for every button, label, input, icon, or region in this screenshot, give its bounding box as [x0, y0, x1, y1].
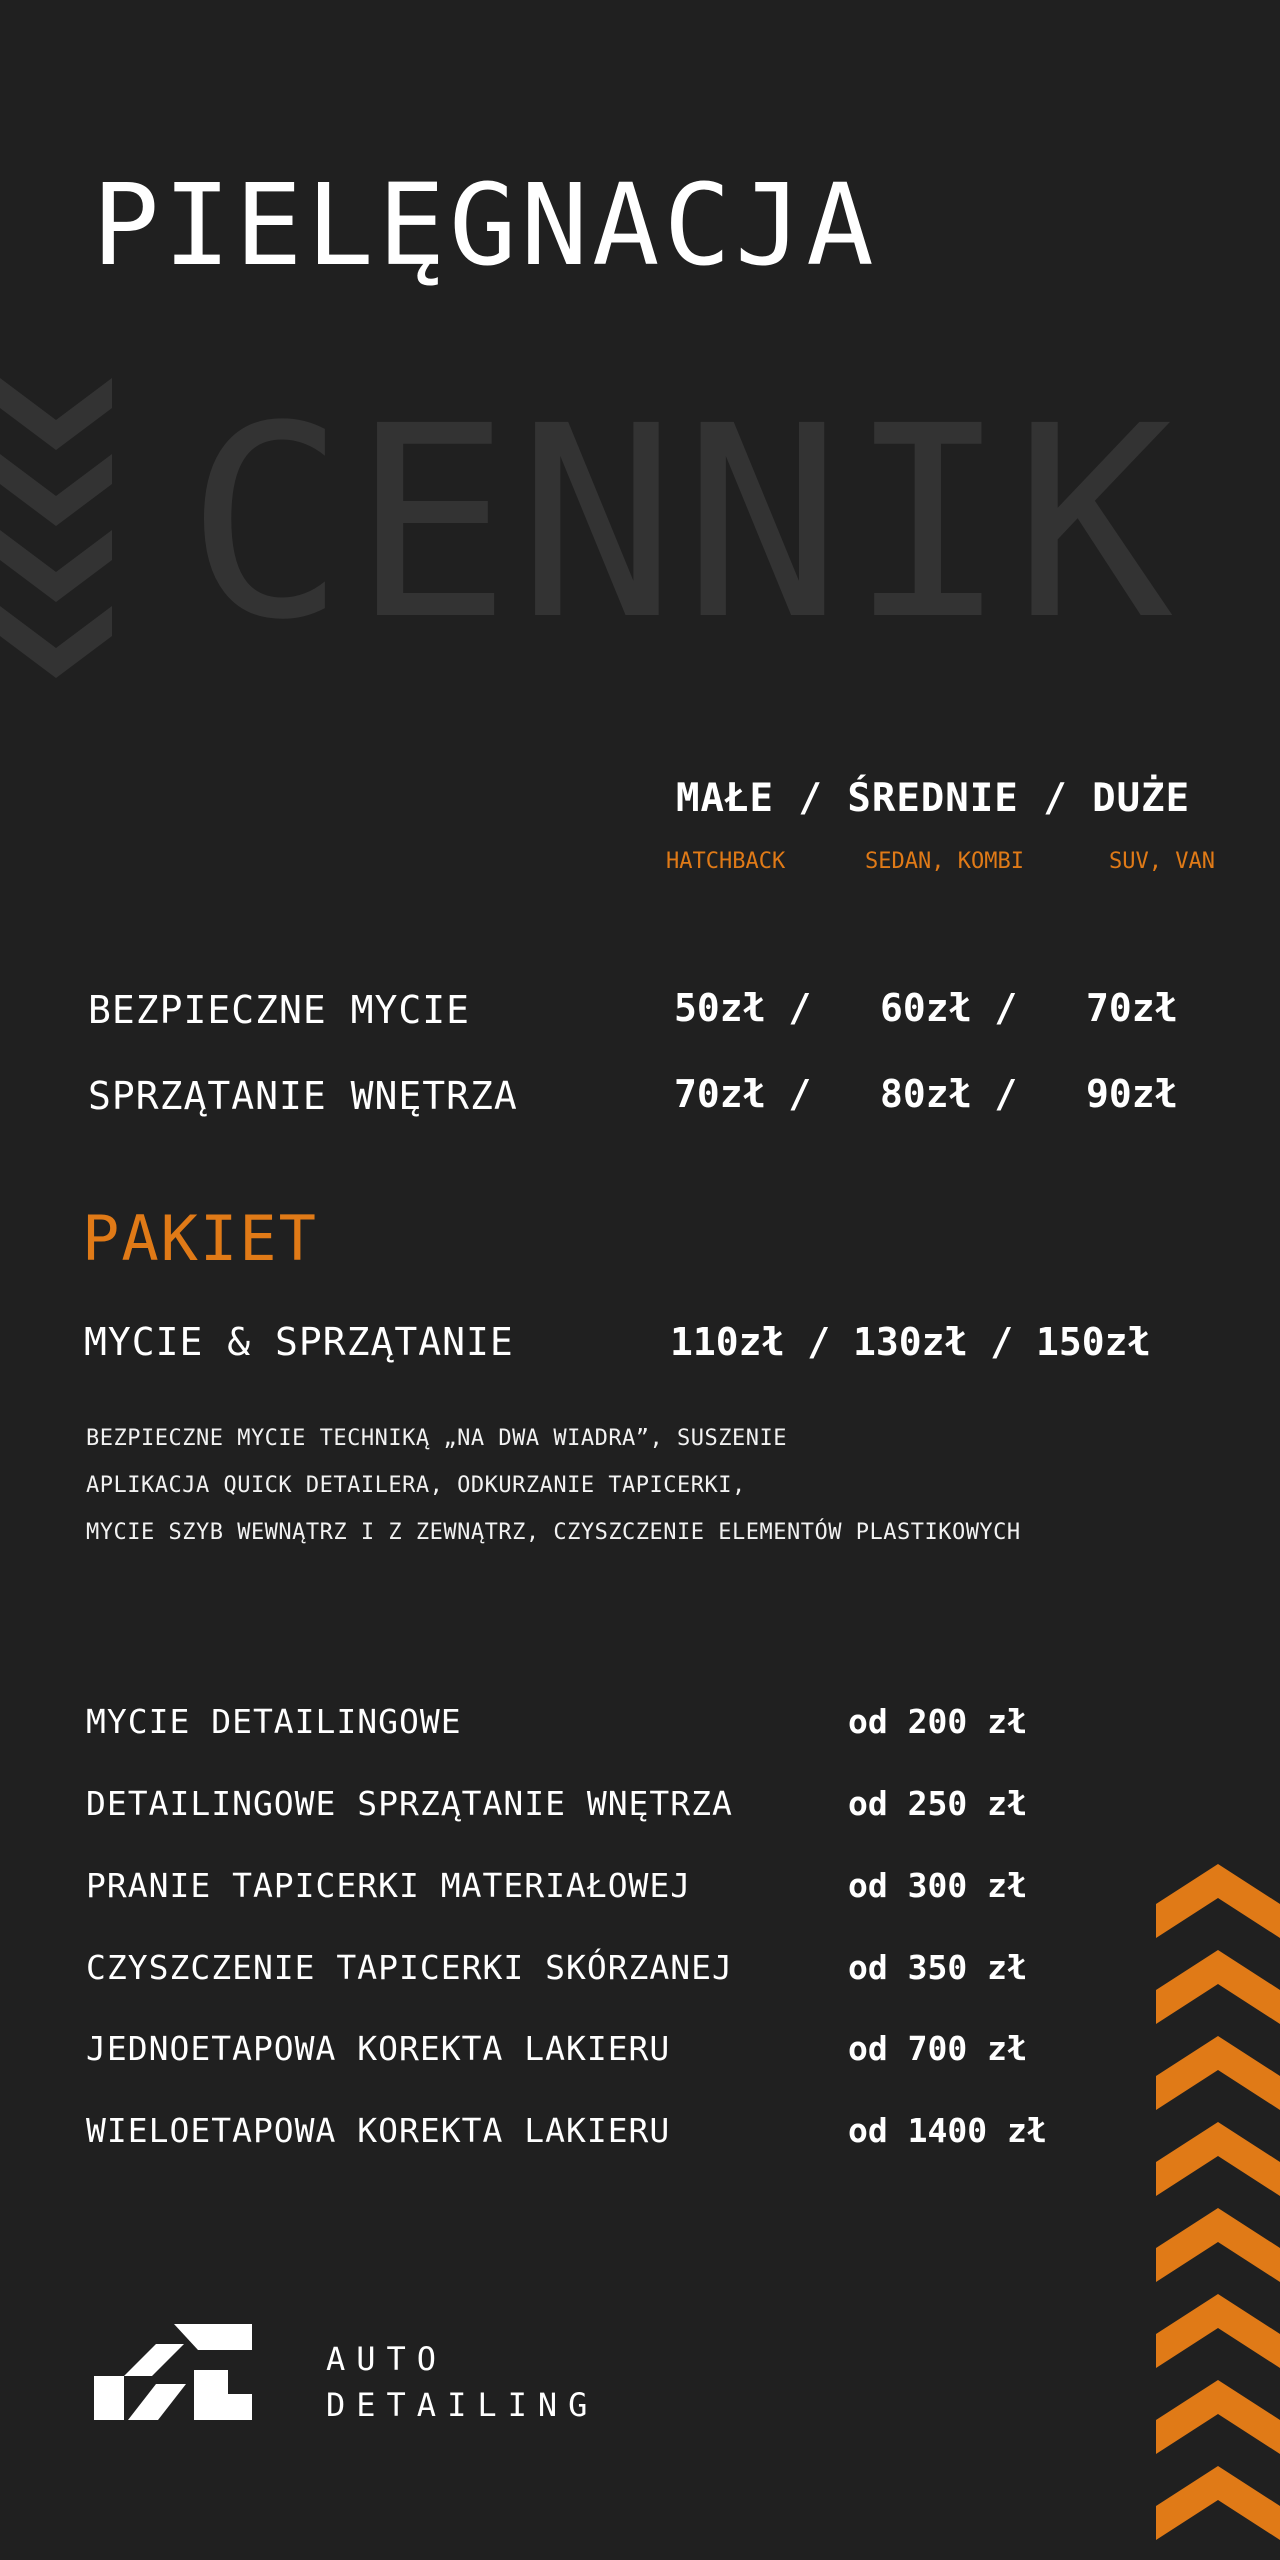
package-name: MYCIE & SPRZĄTANIE — [84, 1320, 514, 1364]
brand-logo-icon — [94, 2324, 252, 2420]
extra-service-name: PRANIE TAPICERKI MATERIAŁOWEJ — [86, 1866, 692, 1905]
extra-service-name: CZYSZCZENIE TAPICERKI SKÓRZANEJ — [86, 1948, 733, 1987]
size-columns-header: MAŁE / ŚREDNIE / DUŻE — [676, 776, 1191, 821]
price-medium: 80zł / — [880, 1072, 1018, 1116]
size-medium-subtitle: SEDAN, KOMBI — [865, 849, 1024, 874]
service-name: SPRZĄTANIE WNĘTRZA — [88, 1074, 518, 1118]
package-description-line: BEZPIECZNE MYCIE TECHNIKĄ „NA DWA WIADRA”, SUSZENIE — [86, 1426, 788, 1451]
extra-service-price: od 250 zł — [848, 1784, 1027, 1823]
package-description-line: APLIKACJA QUICK DETAILERA, ODKURZANIE TAPICERKI, — [86, 1473, 746, 1498]
extra-service-name: WIELOETAPOWA KOREKTA LAKIERU — [86, 2111, 671, 2150]
extra-service-name: DETAILINGOWE SPRZĄTANIE WNĘTRZA — [86, 1784, 733, 1823]
package-description-line: MYCIE SZYB WEWNĄTRZ I Z ZEWNĄTRZ, CZYSZCZENIE ELEMENTÓW PLASTIKOWYCH — [86, 1520, 1021, 1545]
extra-service-price: od 200 zł — [848, 1702, 1027, 1741]
price-large: 90zł — [1086, 1072, 1178, 1116]
extra-service-price: od 350 zł — [848, 1948, 1027, 1987]
brand-line-detailing: DETAILING — [326, 2386, 599, 2424]
package-prices: 110zł / 130zł / 150zł — [670, 1320, 1151, 1364]
price-small: 50zł / — [674, 986, 812, 1030]
page-title: PIELĘGNACJA — [92, 161, 878, 291]
price-medium: 60zł / — [880, 986, 1018, 1030]
watermark-text: CENNIK — [186, 370, 1180, 678]
extra-service-name: JEDNOETAPOWA KOREKTA LAKIERU — [86, 2029, 671, 2068]
price-small: 70zł / — [674, 1072, 812, 1116]
service-name: BEZPIECZNE MYCIE — [88, 988, 471, 1032]
extra-service-name: MYCIE DETAILINGOWE — [86, 1702, 462, 1741]
price-large: 70zł — [1086, 986, 1178, 1030]
extra-service-price: od 700 zł — [848, 2029, 1027, 2068]
package-heading: PAKIET — [82, 1202, 318, 1275]
extra-service-price: od 1400 zł — [848, 2111, 1047, 2150]
size-large-subtitle: SUV, VAN — [1109, 849, 1215, 874]
size-small-subtitle: HATCHBACK — [666, 849, 786, 874]
grey-chevrons-icon — [0, 378, 112, 693]
brand-line-auto: AUTO — [326, 2340, 448, 2378]
orange-chevrons-icon — [1156, 1864, 1280, 2560]
extra-service-price: od 300 zł — [848, 1866, 1027, 1905]
